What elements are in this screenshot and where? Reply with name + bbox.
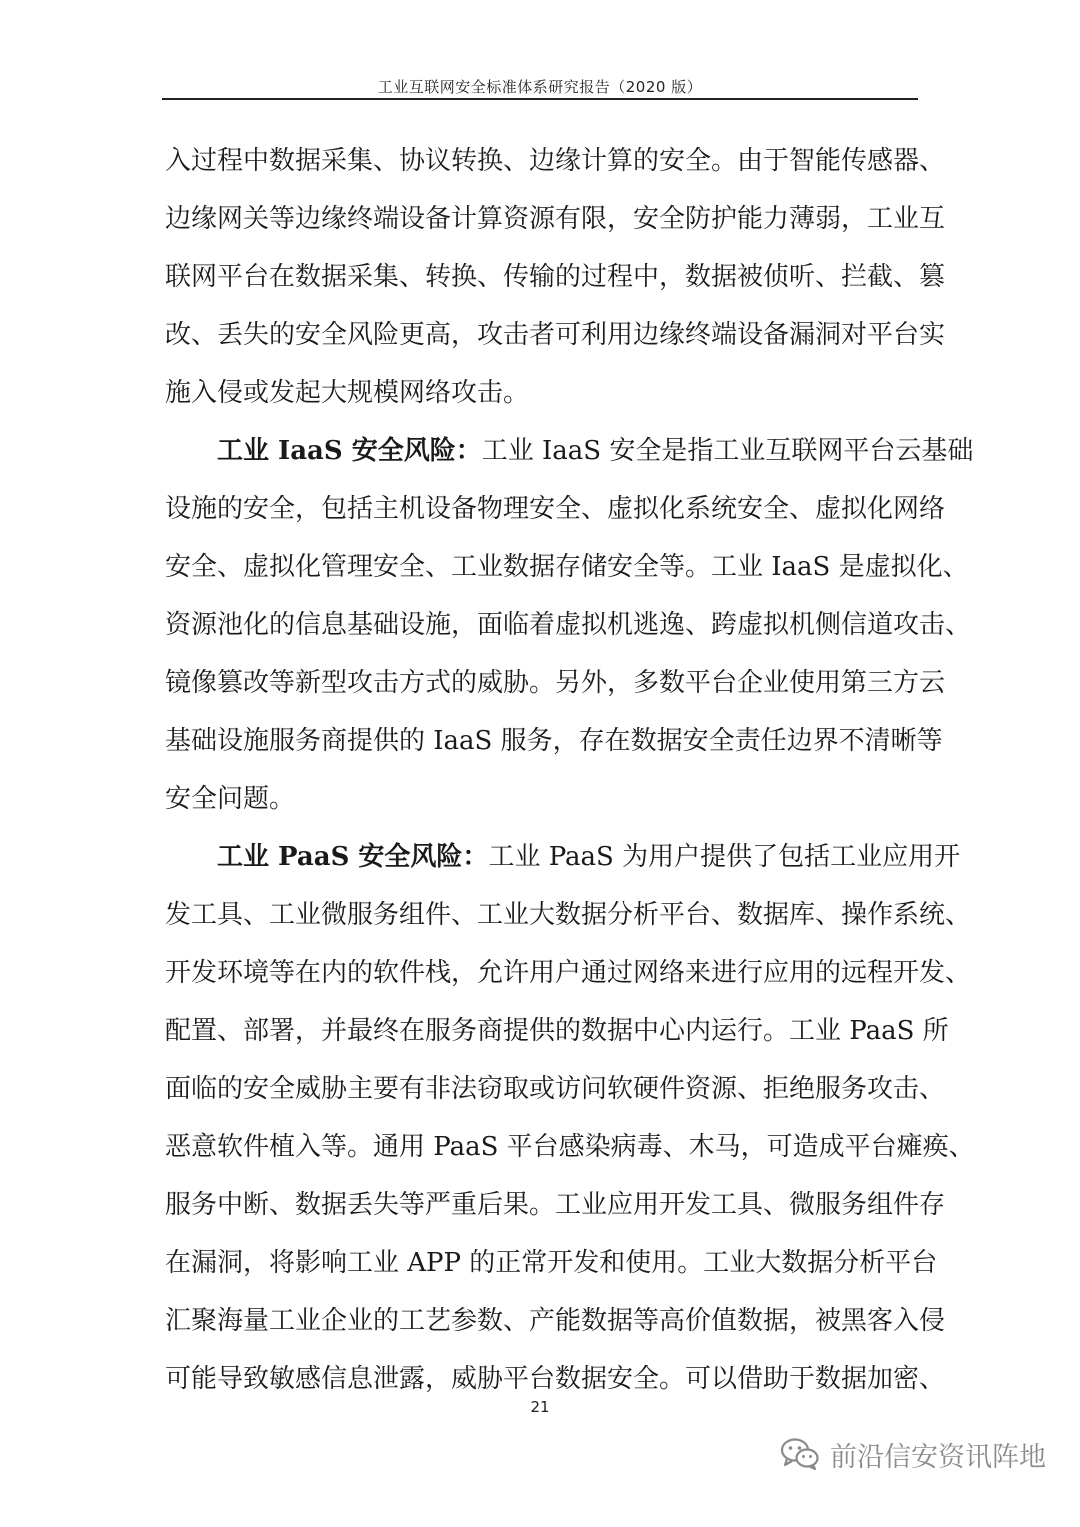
paas-heading: 工业 PaaS 安全风险： [217, 842, 489, 872]
text-line: 改、丢失的安全风险更高，攻击者可利用边缘终端设备漏洞对平台实 [165, 320, 946, 350]
paragraph-paas-security [165, 828, 975, 1408]
text-line: 可能导致敏感信息泄露，威胁平台数据安全。可以借助于数据加密、 [165, 1364, 946, 1394]
text-line: 镜像篡改等新型攻击方式的威胁。另外，多数平台企业使用第三方云 [165, 668, 946, 698]
text-line: 入过程中数据采集、协议转换、边缘计算的安全。由于智能传感器、 [165, 146, 946, 176]
text-line: 开发环境等在内的软件栈，允许用户通过网络来进行应用的远程开发、 [165, 958, 972, 988]
page-number: 21 [530, 1398, 550, 1416]
text-line: 配置、部署，并最终在服务商提供的数据中心内运行。工业 PaaS 所 [165, 1016, 949, 1046]
text-line: 面临的安全威胁主要有非法窃取或访问软硬件资源、拒绝服务攻击、 [165, 1074, 946, 1104]
text-line: 施入侵或发起大规模网络攻击。 [165, 378, 530, 408]
text-line: 边缘网关等边缘终端设备计算资源有限，安全防护能力薄弱，工业互 [165, 204, 946, 234]
text-line: 基础设施服务商提供的 IaaS 服务，存在数据安全责任边界不清晰等 [165, 726, 943, 756]
text-line: 汇聚海量工业企业的工艺参数、产能数据等高价值数据，被黑客入侵 [165, 1306, 946, 1336]
text-line: 恶意软件植入等。通用 PaaS 平台感染病毒、木马，可造成平台瘫痪、 [165, 1132, 975, 1162]
paragraph-iaas-security [165, 422, 974, 828]
text-fragment: 工业 IaaS 安全是指工业互联网平台云基础 [481, 436, 974, 466]
text-line: 安全、虚拟化管理安全、工业数据存储安全等。工业 IaaS 是虚拟化、 [165, 552, 969, 582]
text-line: 设施的安全，包括主机设备物理安全、虚拟化系统安全、虚拟化网络 [165, 494, 946, 524]
iaas-heading: 工业 IaaS 安全风险： [217, 436, 482, 466]
text-line: 在漏洞，将影响工业 APP 的正常开发和使用。工业大数据分析平台 [165, 1248, 938, 1278]
text-line: 联网平台在数据采集、转换、传输的过程中，数据被侦听、拦截、篡 [165, 262, 946, 292]
header-divider [162, 98, 918, 100]
text-line: 服务中断、数据丢失等严重后果。工业应用开发工具、微服务组件存 [165, 1190, 946, 1220]
document-body [165, 132, 975, 1408]
text-fragment: 工业 PaaS 为用户提供了包括工业应用开 [488, 842, 961, 872]
text-line: 发工具、工业微服务组件、工业大数据分析平台、数据库、操作系统、 [165, 900, 972, 930]
text-line: 安全问题。 [165, 784, 296, 814]
text-line [165, 422, 974, 480]
text-line: 资源池化的信息基础设施，面临着虚拟机逃逸、跨虚拟机侧信道攻击、 [165, 610, 972, 640]
paragraph-edge-security [165, 132, 946, 422]
watermark-text: 前沿信安资讯阵地 [830, 1441, 1046, 1473]
page-header-title: 工业互联网安全标准体系研究报告（2020 版） [377, 78, 703, 96]
watermark [780, 1432, 1046, 1476]
wechat-icon [780, 1437, 820, 1471]
text-line [165, 828, 961, 886]
